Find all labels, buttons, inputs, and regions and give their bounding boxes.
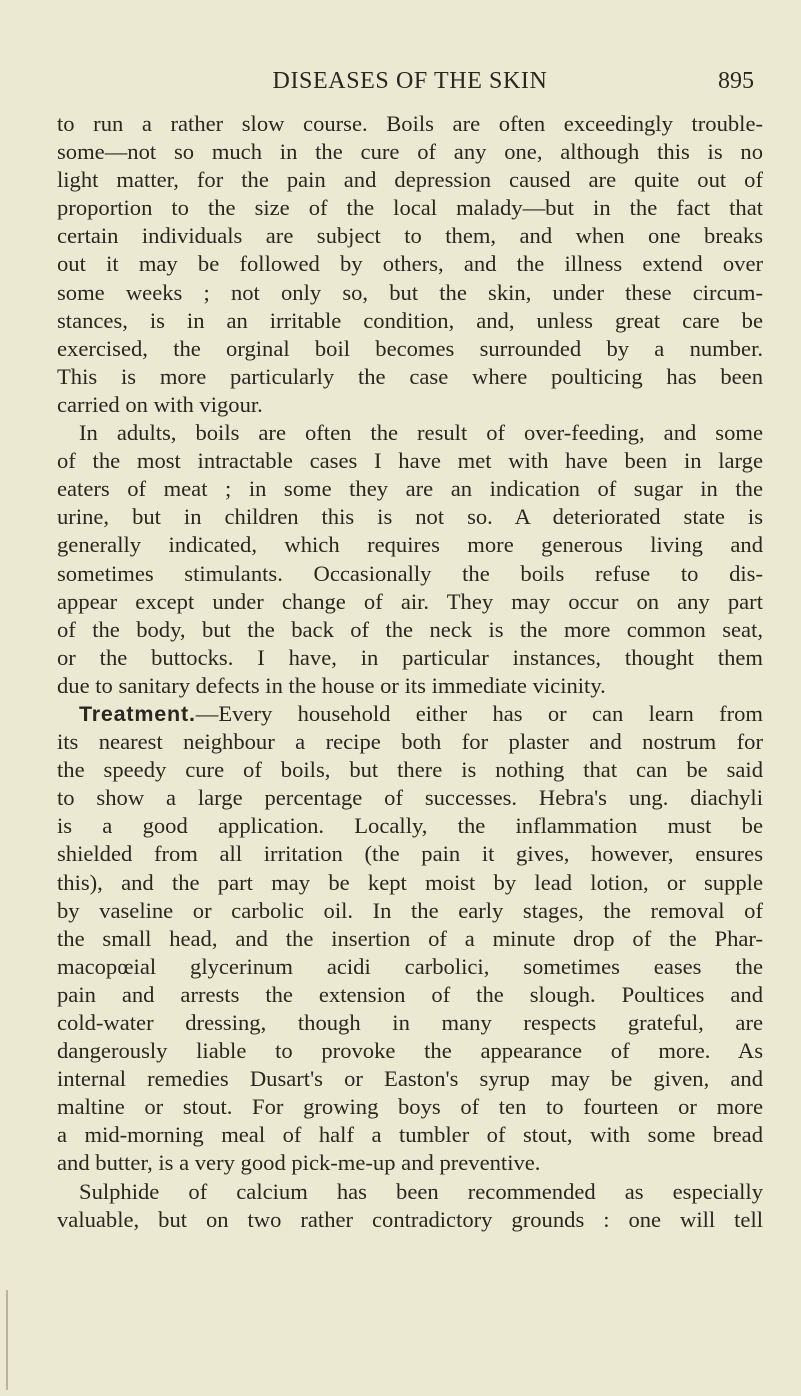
text-line: or the buttocks. I have, in particular instances, thought them [57, 644, 763, 670]
text-line: stances, is in an irritable condition, and, unless great care be [57, 307, 763, 333]
running-head [60, 66, 760, 96]
text-line: the speedy cure of boils, but there is nothing that can be said [57, 757, 763, 783]
text-line: the small head, and the insertion of a minute drop of the Phar- [57, 925, 763, 951]
page-number: 895 [718, 68, 754, 94]
text-line: This is more particularly the case where poulticing has been [57, 363, 763, 389]
text-line: shielded from all irritation (the pain it gives, however, ensures [57, 841, 763, 867]
text-line: and butter, is a very good pick-me-up and preventive. [57, 1150, 541, 1176]
text-line: a mid-morning meal of half a tumbler of stout, with some bread [57, 1122, 763, 1148]
text-line: generally indicated, which requires more generous living and [57, 532, 763, 558]
text-line: cold-water dressing, though in many respects grateful, are [57, 1010, 763, 1035]
text-line: its nearest neighbour a recipe both for plaster and nostrum for [57, 729, 763, 755]
text-line: some—not so much in the cure of any one, although this is no [57, 139, 763, 165]
text-line: due to sanitary defects in the house or its immediate vicinity. [57, 672, 606, 698]
text-line: dangerously liable to provoke the appearance of more. As [57, 1038, 763, 1064]
body-text [57, 110, 763, 1234]
text-line: appear except under change of air. They may occur on any part [57, 588, 763, 614]
text-line: light matter, for the pain and depression caused are quite out of [57, 167, 763, 193]
text-line: to run a rather slow course. Boils are often exceedingly trouble- [57, 111, 763, 136]
section-heading: Treatment. [79, 701, 196, 726]
text-line: proportion to the size of the local malady—but in the fact that [57, 195, 763, 221]
text-line: carried on with vigour. [57, 391, 263, 417]
text-line: by vaseline or carbolic oil. In the early stages, the removal of [57, 897, 763, 923]
text-line: of the body, but the back of the neck is the more common seat, [57, 616, 763, 642]
text-line: some weeks ; not only so, but the skin, under these circum- [57, 279, 763, 305]
text-line: eaters of meat ; in some they are an indication of sugar in the [57, 476, 763, 502]
text-line: internal remedies Dusart's or Easton's syrup may be given, and [57, 1066, 763, 1092]
text-line: valuable, but on two rather contradictory grounds : one will tell [57, 1206, 763, 1232]
text-line: certain individuals are subject to them, and when one breaks [57, 223, 763, 249]
text-line-with-heading [57, 700, 763, 728]
text-line: is a good application. Locally, the inflammation must be [57, 813, 763, 839]
text-line: urine, but in children this is not so. A deteriorated state is [57, 504, 763, 530]
text-line: sometimes stimulants. Occasionally the boils refuse to dis- [57, 560, 763, 586]
text-line: to show a large percentage of successes. Hebra's ung. diachyli [57, 785, 763, 811]
text-line: maltine or stout. For growing boys of ten to fourteen or more [57, 1094, 763, 1120]
text-line: Sulphide of calcium has been recommended as especially [79, 1178, 763, 1204]
text-line: of the most intractable cases I have met with have been in large [57, 448, 763, 474]
text-line: this), and the part may be kept moist by lead lotion, or supple [57, 869, 763, 895]
text-line: pain and arrests the extension of the slough. Poultices and [57, 981, 763, 1007]
page-edge-mark [6, 1290, 8, 1390]
text-line: out it may be followed by others, and the illness extend over [57, 251, 763, 277]
text-line: macopœial glycerinum acidi carbolici, sometimes eases the [57, 953, 763, 979]
text-line: exercised, the orginal boil becomes surrounded by a number. [57, 335, 763, 361]
running-title: DISEASES OF THE SKIN [272, 68, 548, 94]
text-line-run: —Every household either has or can learn from [195, 700, 763, 726]
text-line: In adults, boils are often the result of over-feeding, and some [79, 420, 763, 446]
